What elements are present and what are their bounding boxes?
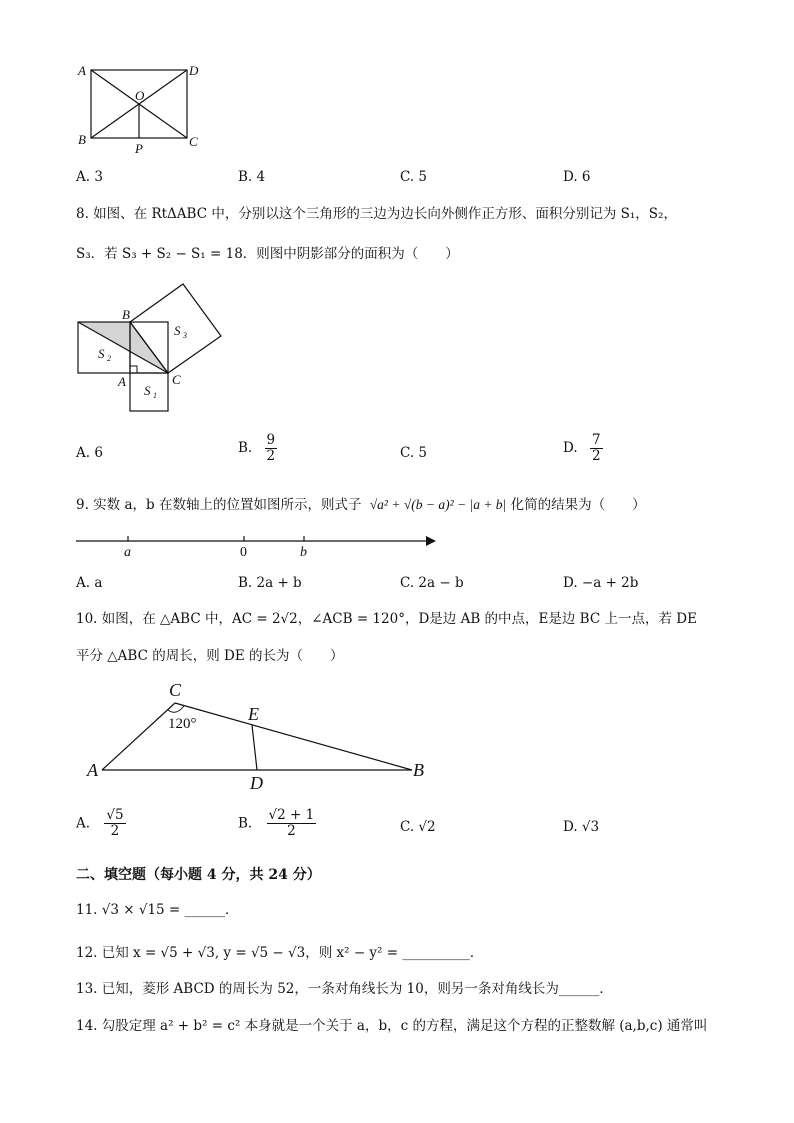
q10-option-b	[238, 808, 316, 839]
q10-option-d: D. √3	[563, 819, 600, 835]
q9-number-line	[70, 530, 450, 560]
q10-option-c: C. √2	[400, 819, 436, 835]
q9-option-d: D. −a + 2b	[563, 575, 639, 591]
q10-triangle-figure	[80, 678, 440, 793]
q12-text: 12. 已知 x = √5 + √3, y = √5 − √3，则 x² − y² = __________．	[76, 945, 484, 961]
q8-option-c: C. 5	[400, 445, 428, 461]
q8-option-b	[238, 433, 277, 464]
label-C: C	[189, 134, 198, 149]
q8-option-a: A. 6	[76, 445, 103, 461]
label-B: B	[122, 307, 130, 322]
q10-stem-line2: 平分 △ABC 的周长，则 DE 的长为（ ）	[76, 648, 344, 664]
fraction-denominator: 2	[110, 822, 120, 839]
q7-rectangle-figure	[70, 58, 210, 158]
axis-label-b: b	[300, 545, 307, 560]
q9-stem-suffix: 化简的结果为（ ）	[510, 497, 646, 513]
label-S1: S	[144, 383, 151, 398]
q13-text: 13. 已知，菱形 ABCD 的周长为 52，一条对角线长为 10，则另一条对角线长为______．	[76, 981, 613, 997]
label-A: A	[87, 760, 98, 780]
q10-option-a-prefix: A.	[76, 815, 91, 832]
q9-option-b: B. 2a + b	[238, 575, 302, 591]
fraction-denominator: 2	[591, 447, 601, 464]
fraction-denominator: 2	[266, 447, 276, 464]
q10-option-a-fraction	[104, 808, 125, 839]
q7-option-a: A. 3	[76, 169, 103, 185]
label-S1-sub: 1	[153, 391, 157, 400]
axis-label-a: a	[124, 545, 131, 560]
fraction-numerator: 7	[591, 432, 601, 448]
fraction-numerator: √5	[106, 807, 124, 823]
section-heading-fill-in: 二、填空题（每小题 4 分，共 24 分）	[76, 867, 321, 883]
q8-stem-line1: 8. 如图、在 RtΔABC 中，分别以这个三角形的三边为边长向外侧作正方形、面积分别记为 S₁，S₂，	[76, 206, 677, 222]
q7-option-b: B. 4	[238, 169, 266, 185]
label-angle-120: 120°	[168, 716, 197, 732]
q8-option-b-prefix: B.	[238, 439, 253, 456]
label-S2: S	[98, 346, 105, 361]
q9-option-c: C. 2a − b	[400, 575, 464, 591]
q10-option-b-prefix: B.	[238, 815, 253, 832]
q7-option-c: C. 5	[400, 169, 428, 185]
q9-option-a: A. a	[76, 575, 103, 591]
q8-option-b-fraction	[265, 433, 278, 464]
fraction-numerator: √2 + 1	[268, 807, 315, 823]
q10-option-b-fraction	[267, 808, 317, 839]
q11-text: 11. √3 × √15 = ______．	[76, 902, 239, 918]
label-S3: S	[174, 323, 181, 338]
q10-option-a	[76, 808, 126, 839]
fraction-denominator: 2	[287, 822, 296, 839]
label-B: B	[78, 132, 86, 147]
q9-expression: √a² + √(b − a)² − |a + b|	[369, 497, 507, 512]
q14-text: 14. 勾股定理 a² + b² = c² 本身就是一个关于 a，b，c 的方程，满足这个方程的正整数解 (a,b,c) 通常叫	[76, 1018, 708, 1034]
label-S3-sub: 3	[183, 331, 187, 340]
label-B: B	[413, 760, 424, 780]
label-P: P	[135, 141, 143, 156]
q7-option-d: D. 6	[563, 169, 591, 185]
fraction-numerator: 9	[266, 432, 276, 448]
label-A: A	[78, 63, 86, 78]
q8-squares-figure	[70, 280, 230, 415]
label-O: O	[135, 88, 145, 103]
label-E: E	[248, 704, 259, 724]
label-C: C	[172, 372, 181, 387]
label-D: D	[189, 63, 199, 78]
label-A: A	[118, 374, 126, 389]
q9-stem	[76, 496, 646, 514]
q8-option-d	[563, 433, 603, 464]
label-C: C	[169, 680, 182, 700]
q8-option-d-fraction	[590, 433, 603, 464]
q8-option-d-prefix: D.	[563, 439, 578, 456]
label-D: D	[250, 773, 263, 793]
q9-stem-prefix: 9. 实数 a，b 在数轴上的位置如图所示，则式子	[76, 497, 362, 513]
label-S2-sub: 2	[107, 354, 111, 363]
q8-stem-line2: S₃．若 S₃ + S₂ − S₁ = 18．则图中阴影部分的面积为（ ）	[76, 246, 459, 262]
q10-stem-line1: 10. 如图，在 △ABC 中，AC = 2√2，∠ACB = 120°，D是边 AB 的中点，E是边 BC 上一点，若 DE	[76, 611, 697, 627]
axis-label-zero: 0	[240, 545, 247, 560]
